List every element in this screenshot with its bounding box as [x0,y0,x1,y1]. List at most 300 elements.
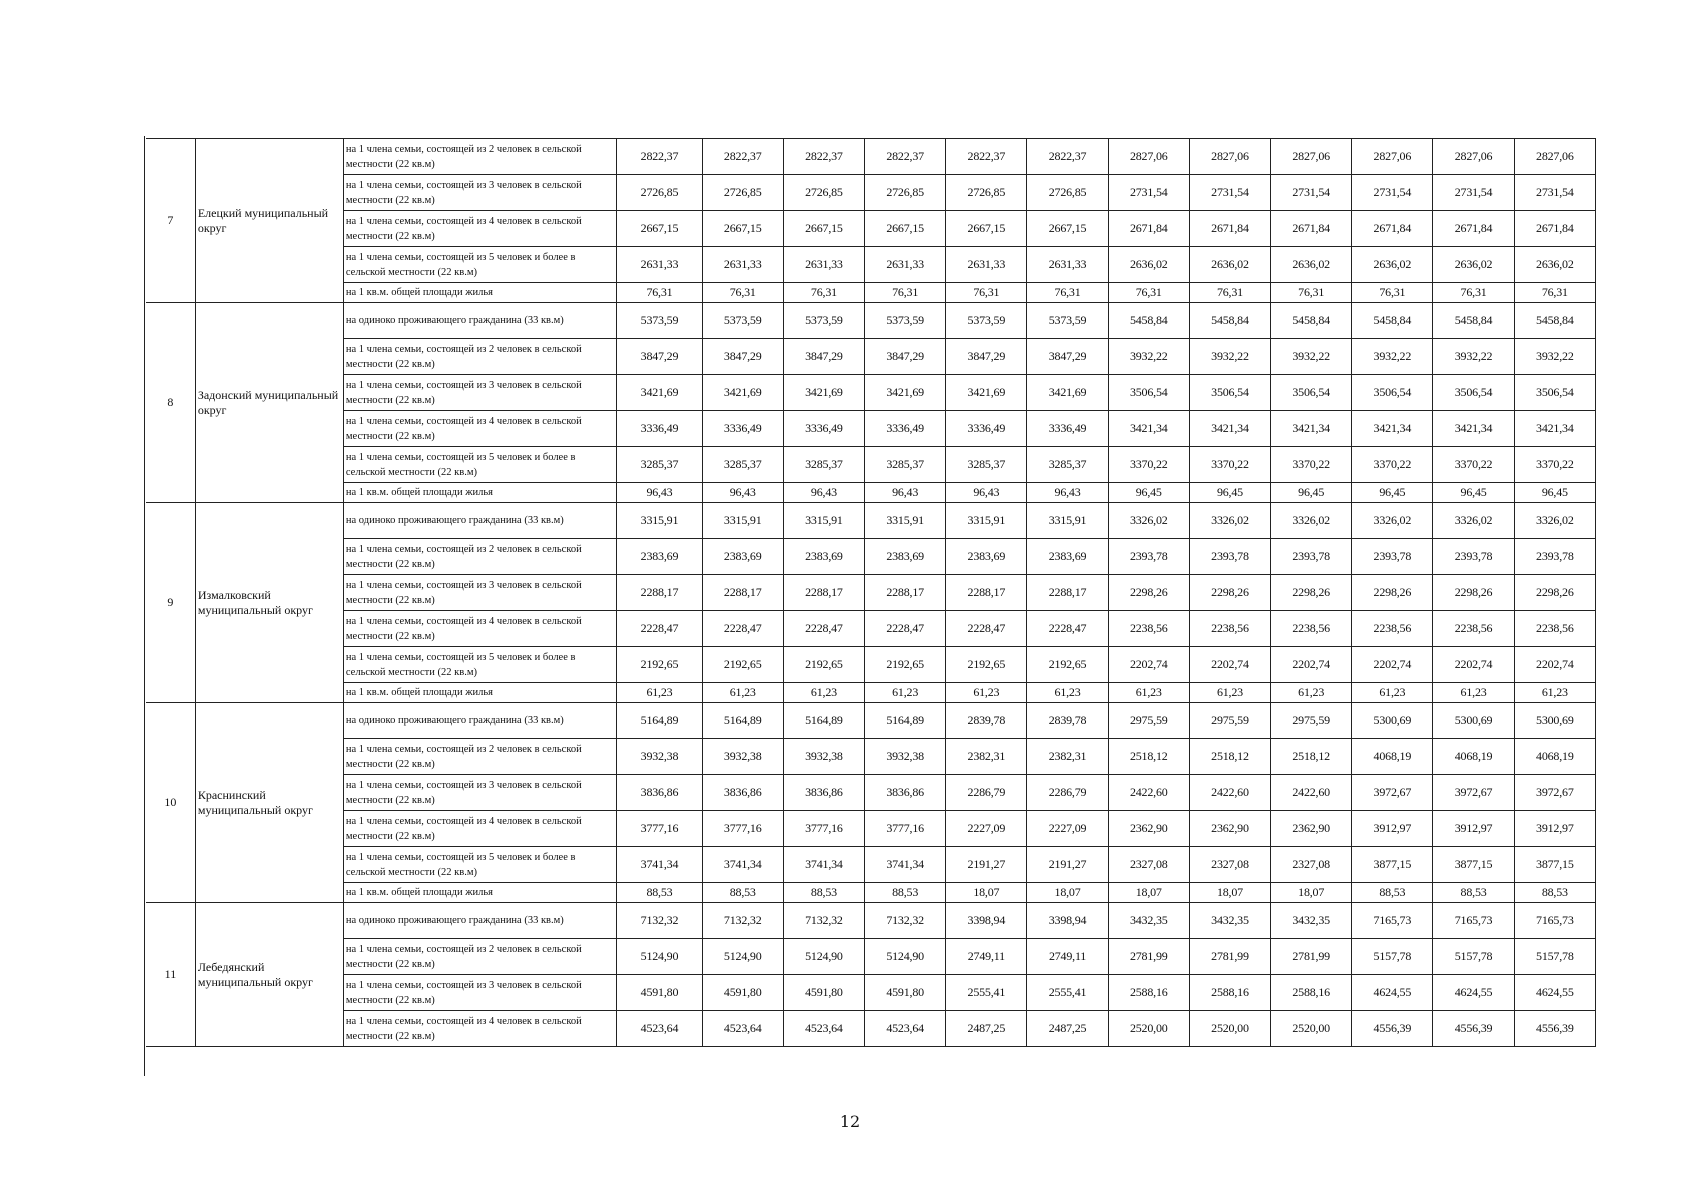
district-name: Краснинский муниципальный округ [195,703,343,903]
rate-value: 4591,80 [865,975,946,1011]
rate-value: 2383,69 [1027,539,1108,575]
rate-value: 18,07 [1189,883,1270,903]
rate-description: на 1 члена семьи, состоящей из 5 человек и более в сельской местности (22 кв.м) [343,247,616,283]
rate-description: на одиноко проживающего гражданина (33 кв.м) [343,503,616,539]
table-row [146,811,1596,847]
rate-value: 2422,60 [1271,775,1352,811]
rate-description: на 1 члена семьи, состоящей из 3 человек в сельской местности (22 кв.м) [343,175,616,211]
rate-value: 3912,97 [1352,811,1433,847]
rate-value: 2238,56 [1108,611,1189,647]
rate-value: 96,45 [1514,483,1595,503]
rate-value: 5300,69 [1433,703,1514,739]
rate-value: 2975,59 [1189,703,1270,739]
rate-value: 2731,54 [1271,175,1352,211]
rate-value: 61,23 [1108,683,1189,703]
rate-value: 2228,47 [783,611,864,647]
rate-description: на 1 члена семьи, состоящей из 3 человек в сельской местности (22 кв.м) [343,775,616,811]
rate-value: 2202,74 [1352,647,1433,683]
rate-value: 5458,84 [1514,303,1595,339]
rate-value: 3877,15 [1514,847,1595,883]
rate-value: 96,43 [783,483,864,503]
rate-value: 7165,73 [1433,903,1514,939]
rate-value: 3370,22 [1352,447,1433,483]
rate-value: 3421,34 [1271,411,1352,447]
district-index: 9 [146,503,195,703]
rate-value: 4068,19 [1433,739,1514,775]
rate-value: 5373,59 [946,303,1027,339]
rate-value: 2202,74 [1108,647,1189,683]
rate-value: 2298,26 [1271,575,1352,611]
district-name: Задонский муниципальный округ [195,303,343,503]
rate-value: 61,23 [1433,683,1514,703]
rate-value: 88,53 [1352,883,1433,903]
rate-value: 3421,34 [1108,411,1189,447]
table-row [146,575,1596,611]
rate-value: 2202,74 [1433,647,1514,683]
rate-value: 3877,15 [1352,847,1433,883]
rate-value: 3336,49 [617,411,702,447]
rate-value: 2393,78 [1271,539,1352,575]
rate-value: 3506,54 [1189,375,1270,411]
rate-value: 3326,02 [1433,503,1514,539]
rate-value: 2520,00 [1108,1011,1189,1047]
rate-value: 2288,17 [617,575,702,611]
rate-value: 2518,12 [1189,739,1270,775]
table-row [146,975,1596,1011]
rate-value: 4523,64 [617,1011,702,1047]
rate-value: 2393,78 [1108,539,1189,575]
rate-value: 3370,22 [1433,447,1514,483]
rate-value: 3932,22 [1433,339,1514,375]
rate-value: 2975,59 [1271,703,1352,739]
rate-value: 2520,00 [1189,1011,1270,1047]
district-index: 8 [146,303,195,503]
rate-value: 7132,32 [865,903,946,939]
rate-value: 61,23 [946,683,1027,703]
rate-description: на 1 члена семьи, состоящей из 3 человек в сельской местности (22 кв.м) [343,375,616,411]
rate-value: 5373,59 [865,303,946,339]
rate-value: 3741,34 [617,847,702,883]
rate-value: 3421,34 [1433,411,1514,447]
rate-value: 4068,19 [1514,739,1595,775]
rate-value: 3285,37 [1027,447,1108,483]
rate-value: 5458,84 [1433,303,1514,339]
rate-value: 2827,06 [1271,139,1352,175]
rate-value: 3432,35 [1271,903,1352,939]
rate-value: 2362,90 [1271,811,1352,847]
rate-value: 18,07 [1027,883,1108,903]
rate-value: 3932,22 [1514,339,1595,375]
rate-value: 2383,69 [702,539,783,575]
rate-value: 2671,84 [1271,211,1352,247]
table-row [146,539,1596,575]
rate-value: 3315,91 [702,503,783,539]
rate-description: на 1 кв.м. общей площади жилья [343,283,616,303]
rate-value: 4556,39 [1514,1011,1595,1047]
table-row [146,939,1596,975]
rate-value: 76,31 [783,283,864,303]
rate-value: 2228,47 [1027,611,1108,647]
rate-description: на 1 члена семьи, состоящей из 5 человек и более в сельской местности (22 кв.м) [343,647,616,683]
rate-value: 2731,54 [1514,175,1595,211]
rate-value: 5373,59 [702,303,783,339]
rate-value: 2636,02 [1433,247,1514,283]
rate-value: 3432,35 [1189,903,1270,939]
rate-value: 2487,25 [1027,1011,1108,1047]
rate-value: 2631,33 [617,247,702,283]
rate-value: 3326,02 [1189,503,1270,539]
rate-value: 2636,02 [1271,247,1352,283]
rate-value: 3932,22 [1108,339,1189,375]
rate-value: 3506,54 [1514,375,1595,411]
rate-value: 3326,02 [1514,503,1595,539]
rate-value: 4591,80 [783,975,864,1011]
rate-value: 2383,69 [946,539,1027,575]
rate-value: 2822,37 [946,139,1027,175]
rate-value: 76,31 [1271,283,1352,303]
rate-value: 2192,65 [946,647,1027,683]
rate-value: 5300,69 [1514,703,1595,739]
rate-value: 2192,65 [1027,647,1108,683]
rate-value: 2588,16 [1271,975,1352,1011]
rate-value: 2298,26 [1514,575,1595,611]
rate-value: 61,23 [865,683,946,703]
rate-value: 3421,34 [1189,411,1270,447]
rate-value: 2298,26 [1352,575,1433,611]
rate-value: 2518,12 [1108,739,1189,775]
rate-value: 61,23 [1352,683,1433,703]
rate-description: на 1 кв.м. общей площади жилья [343,683,616,703]
district-name: Измалковский муниципальный округ [195,503,343,703]
table-row [146,411,1596,447]
rate-value: 4624,55 [1433,975,1514,1011]
rate-description: на 1 члена семьи, состоящей из 4 человек в сельской местности (22 кв.м) [343,1011,616,1047]
rate-value: 3847,29 [702,339,783,375]
rate-description: на 1 члена семьи, состоящей из 4 человек в сельской местности (22 кв.м) [343,611,616,647]
rates-table [146,138,1596,1047]
rate-value: 3421,34 [1352,411,1433,447]
rate-value: 7165,73 [1352,903,1433,939]
rate-value: 2286,79 [1027,775,1108,811]
rate-value: 3847,29 [946,339,1027,375]
rate-value: 2238,56 [1271,611,1352,647]
rate-value: 4523,64 [865,1011,946,1047]
rate-value: 2667,15 [946,211,1027,247]
rate-value: 2227,09 [1027,811,1108,847]
rate-value: 2191,27 [1027,847,1108,883]
rate-value: 3370,22 [1271,447,1352,483]
rate-value: 61,23 [617,683,702,703]
rate-value: 2393,78 [1352,539,1433,575]
rate-value: 2671,84 [1189,211,1270,247]
table-row [146,339,1596,375]
rate-value: 2839,78 [946,703,1027,739]
rate-value: 2383,69 [783,539,864,575]
rate-value: 2555,41 [1027,975,1108,1011]
rate-value: 5373,59 [1027,303,1108,339]
rate-value: 2749,11 [1027,939,1108,975]
rate-description: на 1 кв.м. общей площади жилья [343,883,616,903]
rate-value: 4591,80 [702,975,783,1011]
rate-value: 3336,49 [702,411,783,447]
rate-description: на одиноко проживающего гражданина (33 кв.м) [343,903,616,939]
rate-value: 3421,69 [702,375,783,411]
rate-value: 2636,02 [1514,247,1595,283]
rate-value: 96,45 [1189,483,1270,503]
rate-value: 76,31 [1027,283,1108,303]
rate-value: 5458,84 [1352,303,1433,339]
rate-value: 3326,02 [1108,503,1189,539]
rate-value: 2781,99 [1271,939,1352,975]
rate-value: 3285,37 [946,447,1027,483]
rate-value: 88,53 [702,883,783,903]
rate-value: 2827,06 [1108,139,1189,175]
rate-value: 3506,54 [1271,375,1352,411]
table-row [146,847,1596,883]
table-row [146,283,1596,303]
rate-value: 2631,33 [946,247,1027,283]
rate-value: 5300,69 [1352,703,1433,739]
rate-value: 2731,54 [1433,175,1514,211]
rate-value: 3932,22 [1352,339,1433,375]
rate-value: 2667,15 [865,211,946,247]
table-row [146,683,1596,703]
rate-value: 4624,55 [1514,975,1595,1011]
rate-value: 2383,69 [617,539,702,575]
rate-value: 2555,41 [946,975,1027,1011]
rate-description: на 1 члена семьи, состоящей из 4 человек в сельской местности (22 кв.м) [343,211,616,247]
rate-value: 2822,37 [865,139,946,175]
rate-value: 3506,54 [1108,375,1189,411]
table-row [146,611,1596,647]
rate-value: 2731,54 [1108,175,1189,211]
rate-value: 5458,84 [1271,303,1352,339]
table-row [146,303,1596,339]
rate-value: 5373,59 [617,303,702,339]
rate-value: 96,43 [865,483,946,503]
rate-value: 3972,67 [1352,775,1433,811]
rate-value: 2383,69 [865,539,946,575]
page-number: 12 [839,1112,861,1131]
rate-value: 96,45 [1271,483,1352,503]
rate-value: 3836,86 [702,775,783,811]
table-row [146,503,1596,539]
rate-value: 2288,17 [702,575,783,611]
rate-value: 88,53 [1514,883,1595,903]
rate-value: 2726,85 [946,175,1027,211]
rate-value: 5157,78 [1352,939,1433,975]
rate-value: 5124,90 [702,939,783,975]
rate-value: 2822,37 [783,139,864,175]
rate-value: 3285,37 [865,447,946,483]
rate-value: 2631,33 [702,247,783,283]
rate-value: 3847,29 [617,339,702,375]
rate-value: 76,31 [1189,283,1270,303]
rate-value: 3398,94 [946,903,1027,939]
district-index: 11 [146,903,195,1047]
rate-value: 3285,37 [617,447,702,483]
rate-value: 4591,80 [617,975,702,1011]
rate-value: 5458,84 [1108,303,1189,339]
rate-value: 5373,59 [783,303,864,339]
district-index: 10 [146,703,195,903]
rate-value: 5164,89 [617,703,702,739]
table-left-rule [144,136,145,1076]
rate-value: 3836,86 [865,775,946,811]
rate-value: 3836,86 [617,775,702,811]
rate-value: 3847,29 [865,339,946,375]
rate-value: 76,31 [617,283,702,303]
rate-value: 3398,94 [1027,903,1108,939]
rate-description: на 1 члена семьи, состоящей из 3 человек в сельской местности (22 кв.м) [343,575,616,611]
table-row [146,139,1596,175]
rate-value: 3777,16 [865,811,946,847]
rate-value: 61,23 [1514,683,1595,703]
district-index: 7 [146,139,195,303]
rate-description: на 1 члена семьи, состоящей из 5 человек и более в сельской местности (22 кв.м) [343,847,616,883]
rate-value: 2822,37 [617,139,702,175]
rate-value: 3432,35 [1108,903,1189,939]
rate-value: 76,31 [1352,283,1433,303]
rate-value: 2286,79 [946,775,1027,811]
rate-value: 61,23 [783,683,864,703]
rate-value: 2781,99 [1108,939,1189,975]
rate-description: на 1 члена семьи, состоящей из 4 человек в сельской местности (22 кв.м) [343,811,616,847]
rate-value: 3912,97 [1433,811,1514,847]
table-row [146,883,1596,903]
rate-value: 3741,34 [783,847,864,883]
rate-value: 2228,47 [702,611,783,647]
rate-description: на 1 члена семьи, состоящей из 3 человек в сельской местности (22 кв.м) [343,975,616,1011]
rate-value: 18,07 [1271,883,1352,903]
table-row [146,903,1596,939]
rate-value: 76,31 [946,283,1027,303]
rate-value: 2288,17 [946,575,1027,611]
rate-value: 2726,85 [617,175,702,211]
rate-value: 2362,90 [1189,811,1270,847]
rate-value: 4523,64 [783,1011,864,1047]
rate-value: 2667,15 [702,211,783,247]
rate-value: 5157,78 [1514,939,1595,975]
rate-value: 5124,90 [783,939,864,975]
rate-value: 61,23 [702,683,783,703]
rate-value: 2671,84 [1352,211,1433,247]
rate-value: 2202,74 [1189,647,1270,683]
rate-value: 88,53 [617,883,702,903]
rate-value: 2636,02 [1108,247,1189,283]
rate-value: 3777,16 [702,811,783,847]
rate-value: 2667,15 [1027,211,1108,247]
rate-value: 2518,12 [1271,739,1352,775]
rate-value: 3847,29 [1027,339,1108,375]
rate-value: 2298,26 [1433,575,1514,611]
rate-value: 2726,85 [783,175,864,211]
rate-value: 96,43 [702,483,783,503]
rate-value: 3336,49 [1027,411,1108,447]
rate-value: 2202,74 [1514,647,1595,683]
rate-value: 3421,69 [1027,375,1108,411]
rate-value: 2192,65 [702,647,783,683]
rate-value: 3285,37 [783,447,864,483]
rate-value: 3932,38 [865,739,946,775]
rate-value: 3326,02 [1352,503,1433,539]
rate-value: 3370,22 [1189,447,1270,483]
rate-value: 61,23 [1027,683,1108,703]
rate-value: 7132,32 [702,903,783,939]
rate-value: 3315,91 [946,503,1027,539]
rate-value: 3421,34 [1514,411,1595,447]
rate-value: 3932,22 [1189,339,1270,375]
table-row [146,703,1596,739]
rate-value: 2327,08 [1189,847,1270,883]
rate-value: 2422,60 [1108,775,1189,811]
rate-value: 88,53 [1433,883,1514,903]
rate-value: 4523,64 [702,1011,783,1047]
rate-value: 2636,02 [1189,247,1270,283]
rate-value: 2228,47 [865,611,946,647]
rate-value: 2827,06 [1514,139,1595,175]
rate-description: на 1 члена семьи, состоящей из 2 человек в сельской местности (22 кв.м) [343,939,616,975]
rate-value: 5458,84 [1189,303,1270,339]
table-row [146,375,1596,411]
table-row [146,483,1596,503]
rate-value: 2191,27 [946,847,1027,883]
rate-value: 3421,69 [865,375,946,411]
rate-value: 76,31 [865,283,946,303]
rate-value: 5164,89 [865,703,946,739]
district-name: Лебедянский муниципальный округ [195,903,343,1047]
rate-value: 88,53 [783,883,864,903]
rate-value: 5157,78 [1433,939,1514,975]
rate-value: 2202,74 [1271,647,1352,683]
rate-value: 5124,90 [865,939,946,975]
rate-value: 2238,56 [1352,611,1433,647]
rate-description: на 1 члена семьи, состоящей из 5 человек и более в сельской местности (22 кв.м) [343,447,616,483]
rate-value: 2827,06 [1352,139,1433,175]
rate-value: 2238,56 [1514,611,1595,647]
rate-description: на 1 члена семьи, состоящей из 2 человек в сельской местности (22 кв.м) [343,339,616,375]
rate-value: 2726,85 [865,175,946,211]
rate-value: 2749,11 [946,939,1027,975]
rate-value: 2192,65 [617,647,702,683]
rate-value: 2667,15 [783,211,864,247]
rate-value: 2487,25 [946,1011,1027,1047]
rate-value: 2827,06 [1189,139,1270,175]
rate-value: 2631,33 [865,247,946,283]
rate-value: 61,23 [1189,683,1270,703]
rate-value: 2238,56 [1189,611,1270,647]
rate-value: 3421,69 [783,375,864,411]
rate-value: 2667,15 [617,211,702,247]
table-row [146,775,1596,811]
rate-value: 2238,56 [1433,611,1514,647]
rate-value: 3777,16 [783,811,864,847]
rate-value: 3972,67 [1514,775,1595,811]
rate-value: 7165,73 [1514,903,1595,939]
table-row [146,447,1596,483]
rate-value: 3741,34 [865,847,946,883]
rate-value: 3285,37 [702,447,783,483]
rate-value: 2520,00 [1271,1011,1352,1047]
rate-value: 3315,91 [1027,503,1108,539]
rate-value: 2781,99 [1189,939,1270,975]
rate-value: 3315,91 [617,503,702,539]
rate-description: на 1 кв.м. общей площади жилья [343,483,616,503]
rate-value: 2588,16 [1108,975,1189,1011]
rate-value: 2731,54 [1189,175,1270,211]
rate-value: 96,45 [1108,483,1189,503]
table-row [146,175,1596,211]
